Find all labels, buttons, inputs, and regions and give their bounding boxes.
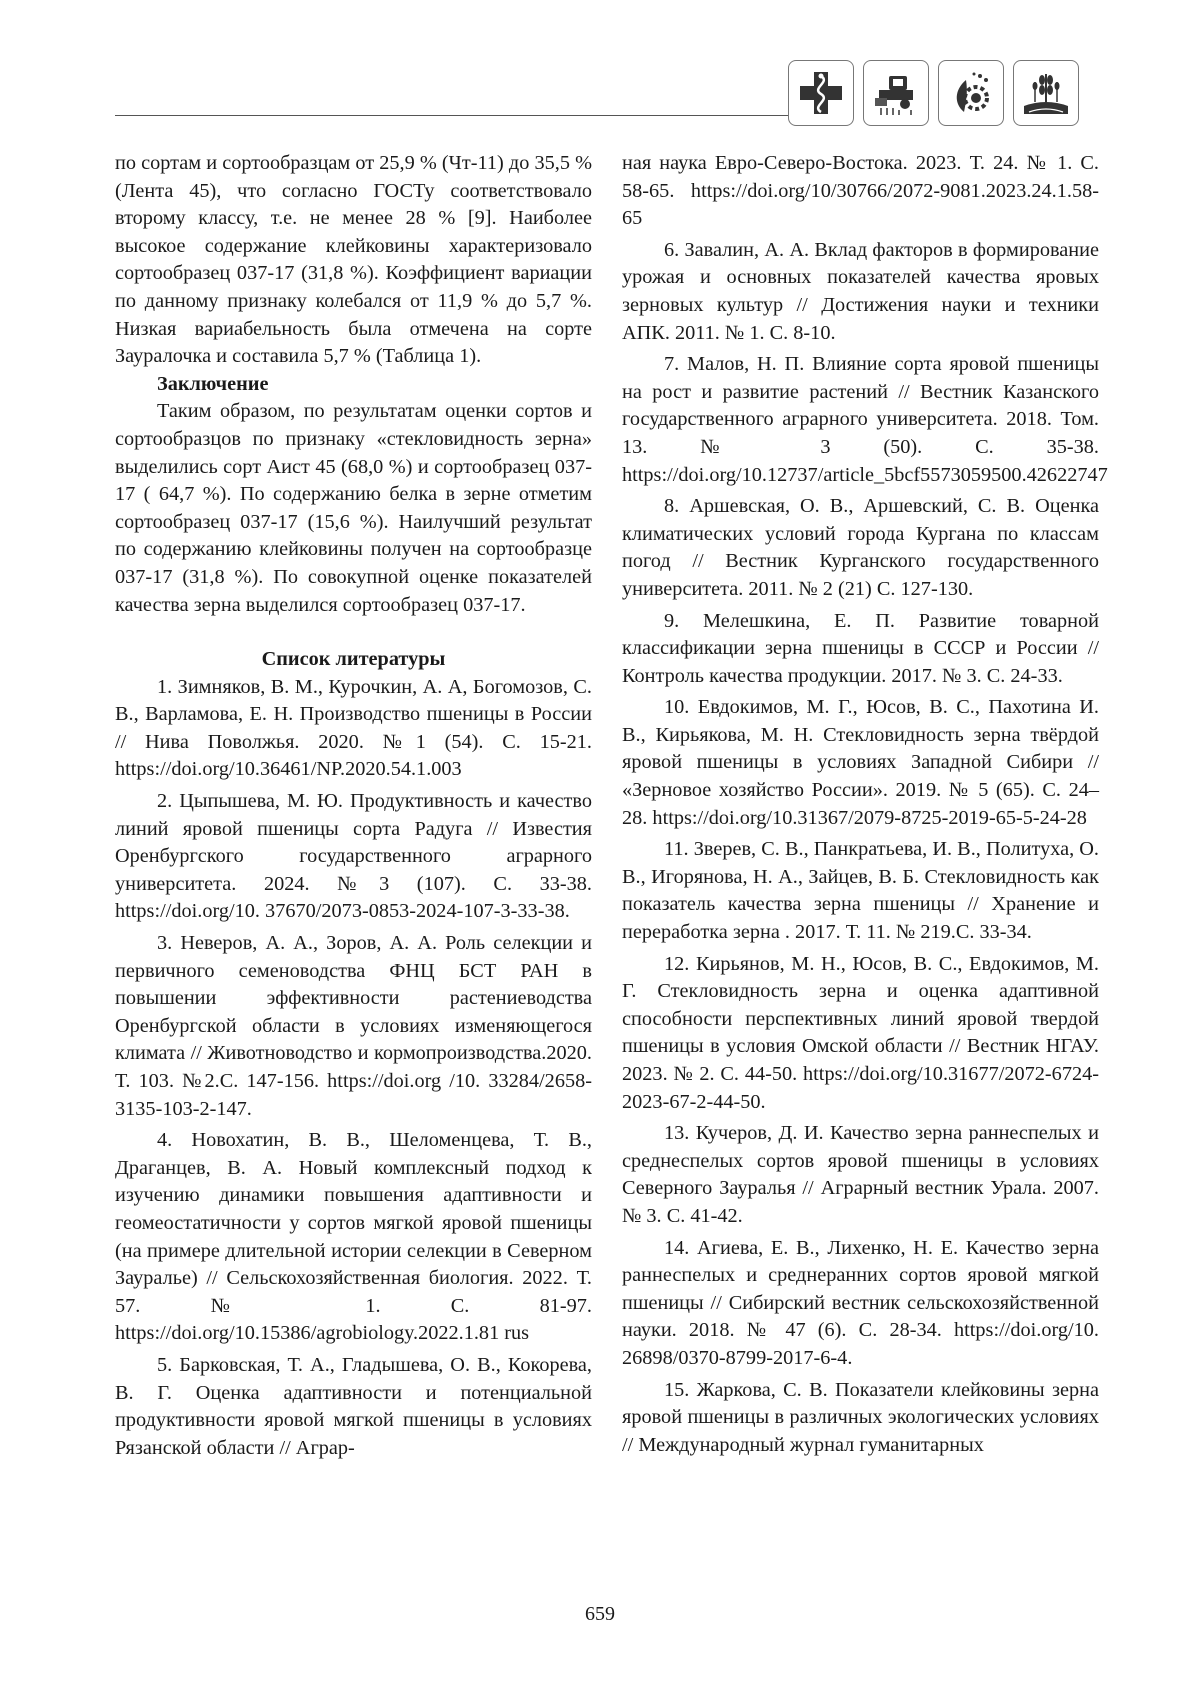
reference-item: 7. Малов, Н. П. Влияние сорта яровой пшеницы на рост и развитие растений // Вестник Казанского государственного аграрного университета. 2018. Том. 13. № 3 (50). С. 35-38. https://doi.org/10.12737/article_5bcf5573059500.42622747 <box>622 353 1108 486</box>
reference-item: 4. Новохатин, В. В., Шеломенцева, Т. В., Драганцев, В. А. Новый комплексный подход к изучению динамики повышения адаптивности и геомеостатичности у сортов мягкой яровой пшеницы (на примере длительной истории селекции в Северном Зауралье) // Сельскохозяйственная биология. 2022. Т. 57. № 1. С. 81-97. https://doi.org/10.15386/agrobiology.2022.1.81 rus <box>115 1129 592 1345</box>
reference-item: 15. Жаркова, С. В. Показатели клейковины зерна яровой пшеницы в различных экологических условиях // Международный журнал гуманитарных <box>622 1378 1099 1456</box>
wheat-field-icon <box>1013 60 1079 126</box>
reference-item: 10. Евдокимов, М. Г., Юсов, В. С., Пахотина И. В., Кирьякова, М. Н. Стекловидность зерна твёрдой яровой пшеницы в условиях Западной Сибири // «Зерновое хозяйство России». 2019. № 5 (65). С. 24–28. https://doi.org/10.31367/2079-8725-2019-65-5-24-28 <box>622 696 1099 829</box>
references-heading: Список литературы <box>261 648 446 671</box>
left-column <box>115 150 592 1462</box>
reference-item: 8. Аршевская, О. В., Аршевский, С. В. Оценка климатических условий города Кургана по классам погод // Вестник Курганского государственного университета. 2011. № 2 (21) С. 127-130. <box>622 495 1099 600</box>
conclusion-heading: Заключение <box>157 372 269 395</box>
reference-item: 5. Барковская, Т. А., Гладышева, О. В., Кокорева, В. Г. Оценка адаптивности и потенциальной продуктивности яровой мягкой пшеницы в условиях Рязанской области // Аграр- <box>115 1353 592 1459</box>
reference-item: 14. Агиева, Е. В., Лихенко, Н. Е. Качество зерна раннеспелых и среднеранних сортов яровой мягкой пшеницы // Сибирский вестник сельскохозяйственной науки. 2018. № 47 (6). С. 28-34. https://doi.org/10. 26898/0370-8799-2017-6-4. <box>622 1236 1099 1369</box>
plant-gear-icon <box>938 60 1004 126</box>
reference-continuation: ная наука Евро-Северо-Востока. 2023. Т. 24. № 1. С. 58-65. https://doi.org/10/30766/2072-9081.2023.24.1.58-65 <box>622 152 1099 230</box>
page-number: 659 <box>585 1603 615 1625</box>
reference-item: 1. Зимняков, В. М., Курочкин, А. А, Богомозов, С. В., Варламова, Е. Н. Производство пшеницы в России // Нива Поволжья. 2020. №1 (54). С. 15-21. https://doi.org/10.36461/NP.2020.54.1.003 <box>115 675 592 781</box>
header-rule <box>115 115 805 116</box>
medicine-cross-icon <box>788 60 854 126</box>
reference-item: 11. Зверев, С. В., Панкратьева, И. В., Политуха, О. В., Игорянова, Н. А., Зайцев, В. Б. Стекловидность как показатель качества зерна пшеницы // Хранение и переработка зерна . 2017. Т. 11. № 219.С. 33-34. <box>622 838 1099 944</box>
combine-harvester-icon <box>863 60 929 126</box>
reference-item: 6. Завалин, А. А. Вклад факторов в формирование урожая и основных показателей качества яровых зерновых культур // Достижения науки и техники АПК. 2011. № 1. С. 8-10. <box>622 238 1099 344</box>
header-icons <box>788 60 1079 126</box>
reference-item: 9. Мелешкина, Е. П. Развитие товарной классификации зерна пшеницы в СССР и России // Контроль качества продукции. 2017. № 3. С. 24-33. <box>622 609 1099 687</box>
reference-item: 2. Цыпышева, М. Ю. Продуктивность и качество линий яровой пшеницы сорта Радуга // Известия Оренбургского государственного аграрного университета. 2024. №3 (107). С. 33-38. https://doi.org/10. 37670/2073-0853-2024-107-3-33-38. <box>115 790 592 923</box>
intro-paragraph: по сортам и сортообразцам от 25,9 % (Чт-11) до 35,5 % (Лента 45), что согласно ГОСТу соответствовало второму классу, т.е. не менее 28 % [9]. Наиболее высокое содержание клейковины характеризовало сортообразец 037-17 (31,8 %). Коэффициент вариации по данному признаку колебался от 11,9 % до 5,7 %. Низкая вариабельность была отмечена на сорте Зауралочка и составила 5,7 % (Таблица 1). <box>115 152 592 368</box>
conclusion-paragraph: Таким образом, по результатам оценки сортов и сортообразцов по признаку «стекловидность зерна» выделились сорт Аист 45 (68,0 %) и сортообразец 037-17 ( 64,7 %). По содержанию белка в зерне отметим сортообразец 037-17 (15,6 %). Наилучший результат по содержанию клейковины получен на сортообразце 037-17 (31,8 %). По совокупной оценке показателей качества зерна выделился сортообразец 037-17. <box>115 400 592 616</box>
right-column <box>622 150 1108 1459</box>
reference-item: 12. Кирьянов, М. Н., Юсов, В. С., Евдокимов, М. Г. Стекловидность зерна и оценка адаптивной способности перспективных линий яровой твердой пшеницы в условия Омской области // Вестник НГАУ. 2023. № 2. С. 44-50. https://doi.org/10.31677/2072-6724-2023-67-2-44-50. <box>622 952 1099 1113</box>
reference-item: 13. Кучеров, Д. И. Качество зерна раннеспелых и среднеспелых сортов яровой пшеницы в условиях Северного Зауралья // Аграрный вестник Урала. 2007. № 3. С. 41-42. <box>622 1122 1099 1227</box>
reference-item: 3. Неверов, А. А., Зоров, А. А. Роль селекции и первичного семеноводства ФНЦ БСТ РАН в повышении эффективности растениеводства Оренбургской области в условиях изменяющегося климата // Животноводство и кормопроизводства.2020. Т. 103. №2.С. 147-156. https://doi.org /10. 33284/2658-3135-103-2-147. <box>115 932 592 1120</box>
